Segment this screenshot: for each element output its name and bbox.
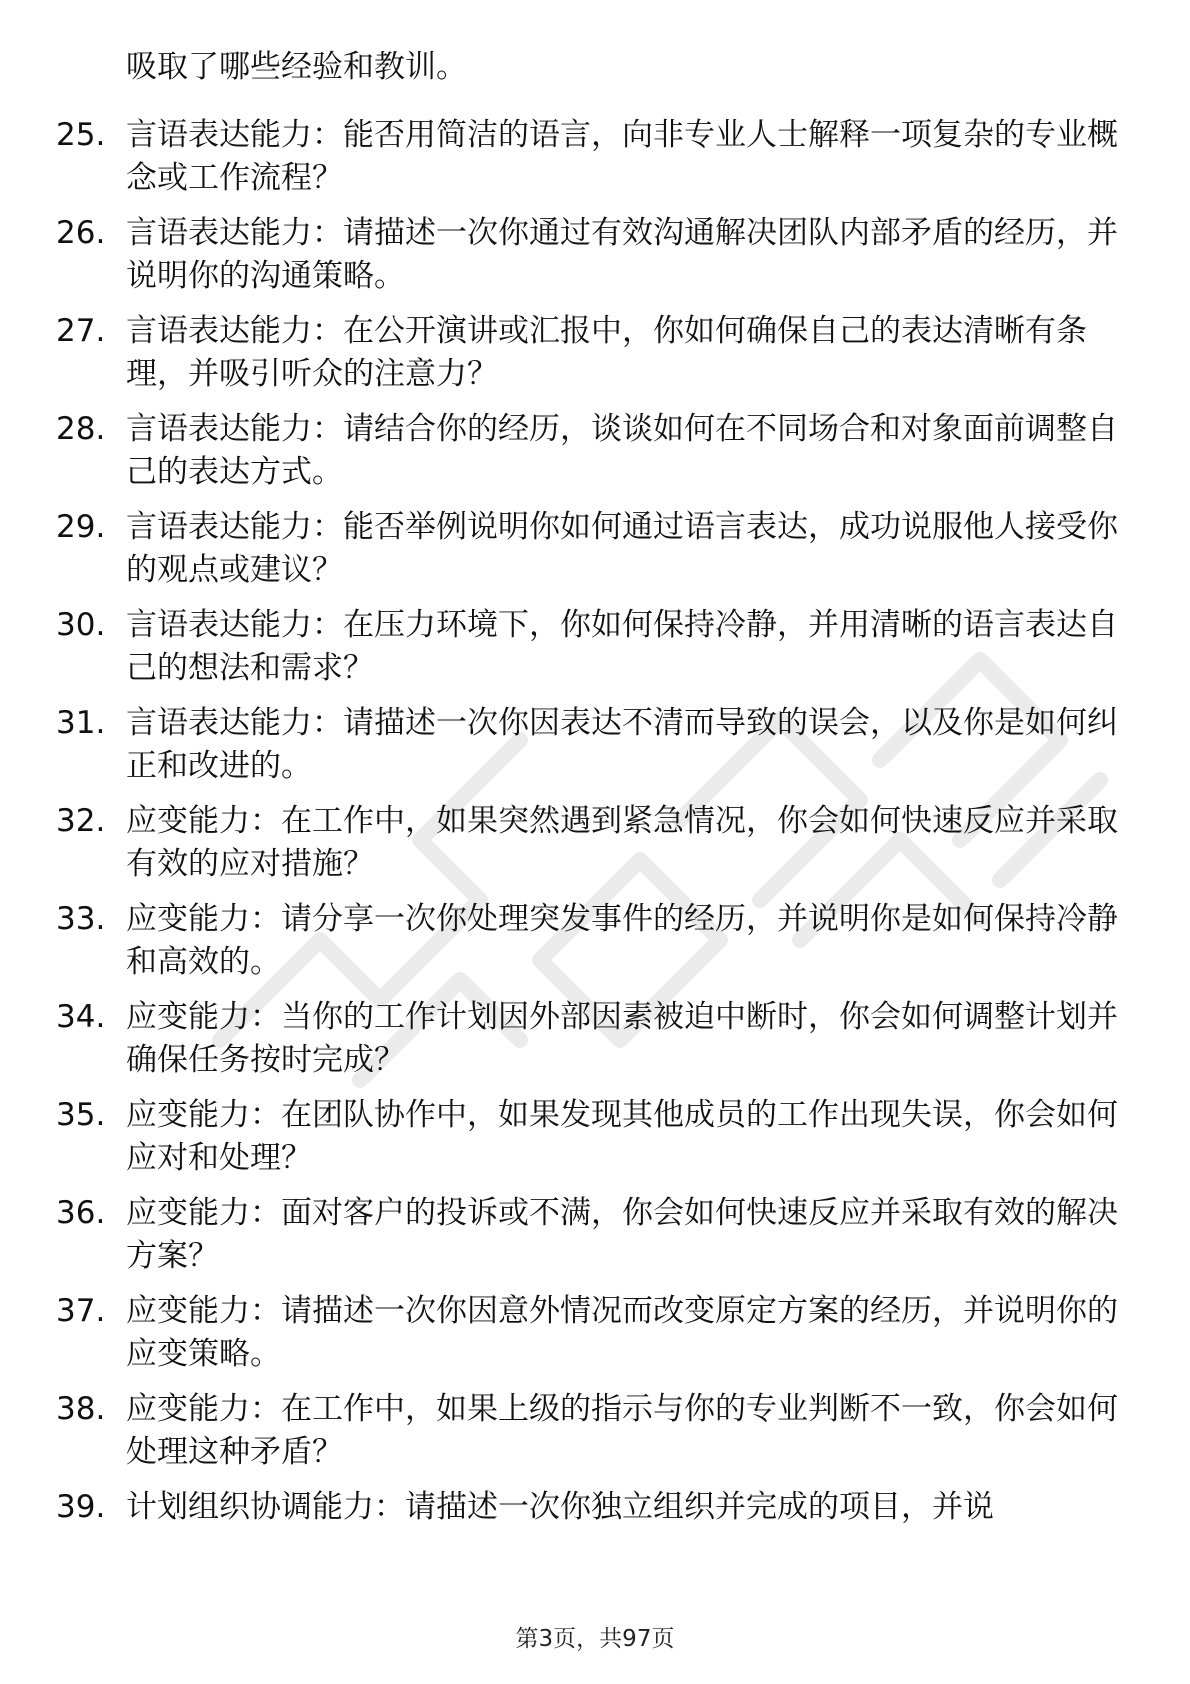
- list-item: [56, 1290, 1126, 1376]
- question-text: 应变能力：请描述一次你因意外情况而改变原定方案的经历，并说明你的应变策略。: [126, 1293, 1118, 1372]
- question-text: 言语表达能力：请结合你的经历，谈谈如何在不同场合和对象面前调整自己的表达方式。: [126, 411, 1118, 490]
- list-item: [56, 1486, 1126, 1529]
- question-number: 28.: [56, 411, 106, 447]
- question-number: 29.: [56, 509, 106, 545]
- question-number: 39.: [56, 1489, 106, 1525]
- list-item: [56, 898, 1126, 984]
- question-text: 言语表达能力：请描述一次你因表达不清而导致的误会，以及你是如何纠正和改进的。: [126, 705, 1118, 784]
- question-number: 27.: [56, 313, 106, 349]
- question-text: 应变能力：在工作中，如果突然遇到紧急情况，你会如何快速反应并采取有效的应对措施？: [126, 803, 1118, 882]
- list-item: [56, 1094, 1126, 1180]
- list-item: [56, 800, 1126, 886]
- question-number: 30.: [56, 607, 106, 643]
- question-text: 言语表达能力：能否用简洁的语言，向非专业人士解释一项复杂的专业概念或工作流程？: [126, 117, 1118, 196]
- question-number: 32.: [56, 803, 106, 839]
- question-number: 26.: [56, 215, 106, 251]
- question-number: 34.: [56, 999, 106, 1035]
- list-item: [56, 1192, 1126, 1278]
- question-list: [56, 114, 1126, 1541]
- question-text: 应变能力：当你的工作计划因外部因素被迫中断时，你会如何调整计划并确保任务按时完成？: [126, 999, 1118, 1078]
- question-number: 31.: [56, 705, 106, 741]
- question-text: 应变能力：在团队协作中，如果发现其他成员的工作出现失误，你会如何应对和处理？: [126, 1097, 1118, 1176]
- question-number: 25.: [56, 117, 106, 153]
- question-text: 计划组织协调能力：请描述一次你独立组织并完成的项目，并说: [126, 1489, 994, 1525]
- question-number: 33.: [56, 901, 106, 937]
- list-item: [56, 604, 1126, 690]
- question-number: 38.: [56, 1391, 106, 1427]
- question-number: 35.: [56, 1097, 106, 1133]
- list-item: [56, 996, 1126, 1082]
- list-item: [56, 1388, 1126, 1474]
- question-text: 言语表达能力：在公开演讲或汇报中，你如何确保自己的表达清晰有条理，并吸引听众的注意力？: [126, 313, 1087, 392]
- question-text: 言语表达能力：能否举例说明你如何通过语言表达，成功说服他人接受你的观点或建议？: [126, 509, 1118, 588]
- question-text: 应变能力：面对客户的投诉或不满，你会如何快速反应并采取有效的解决方案？: [126, 1195, 1118, 1274]
- list-item: [56, 702, 1126, 788]
- question-text: 应变能力：在工作中，如果上级的指示与你的专业判断不一致，你会如何处理这种矛盾？: [126, 1391, 1118, 1470]
- list-item: [56, 114, 1126, 200]
- list-item: [56, 310, 1126, 396]
- question-text: 言语表达能力：请描述一次你通过有效沟通解决团队内部矛盾的经历，并说明你的沟通策略。: [126, 215, 1118, 294]
- list-item: [56, 212, 1126, 298]
- question-text: 应变能力：请分享一次你处理突发事件的经历，并说明你是如何保持冷静和高效的。: [126, 901, 1118, 980]
- list-item: [56, 506, 1126, 592]
- question-text: 言语表达能力：在压力环境下，你如何保持冷静，并用清晰的语言表达自己的想法和需求？: [126, 607, 1118, 686]
- list-item: [56, 408, 1126, 494]
- question-number: 37.: [56, 1293, 106, 1329]
- page-footer: 第3页，共97页: [515, 1626, 675, 1652]
- question-number: 36.: [56, 1195, 106, 1231]
- continuation-text: 吸取了哪些经验和教训。: [126, 49, 467, 85]
